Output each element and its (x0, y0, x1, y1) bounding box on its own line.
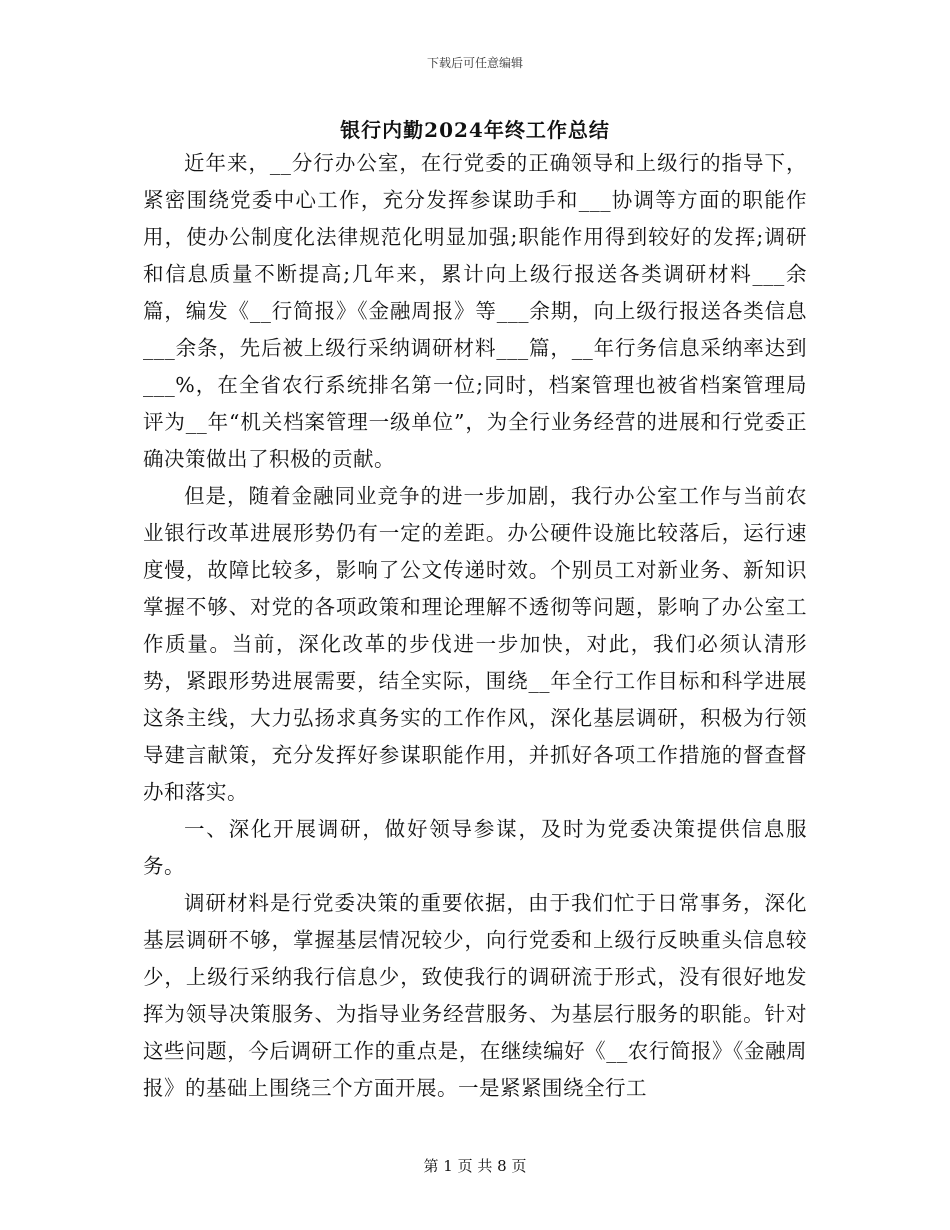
document-body (143, 145, 807, 1107)
paragraph-2: 但是，随着金融同业竞争的进一步加剧，我行办公室工作与当前农业银行改革进展形势仍有一定的差距。办公硬件设施比较落后，运行速度慢，故障比较多，影响了公文传递时效。个别员工对新业务、新知识掌握不够、对党的各项政策和理论理解不透彻等问题，影响了办公室工作质量。当前，深化改革的步伐进一步加快，对此，我们必须认清形势，紧跟形势进展需要，结全实际，围绕__年全行工作目标和科学进展这条主线，大力弘扬求真务实的工作作风，深化基层调研，积极为行领导建言献策，充分发挥好参谋职能作用，并抓好各项工作措施的督查督办和落实。 (143, 484, 807, 804)
section-heading-1: 一、深化开展调研，做好领导参谋，及时为党委决策提供信息服务。 (143, 817, 807, 878)
page-header-note: 下载后可任意编辑 (426, 56, 523, 70)
paragraph-1: 近年来，__分行办公室，在行党委的正确领导和上级行的指导下，紧密围绕党委中心工作，充分发挥参谋助手和___协调等方面的职能作用，使办公制度化法律规范化明显加强;职能作用得到较好的发挥;调研和信息质量不断提高;几年来，累计向上级行报送各类调研材料___余篇，编发《__行简报》《金融周报》等___余期，向上级行报送各类信息___余条，先后被上级行采纳调研材料___篇，__年行务信息采纳率达到___%，在全省农行系统排名第一位;同时，档案管理也被省档案管理局评为__年“机关档案管理一级单位”，为全行业务经营的进展和行党委正确决策做出了积极的贡献。 (143, 151, 807, 471)
page-number-footer: 第 1 页 共 8 页 (423, 1157, 527, 1175)
document-title: 银行内勤2024年终工作总结 (340, 118, 610, 142)
paragraph-3: 调研材料是行党委决策的重要依据，由于我们忙于日常事务，深化基层调研不够，掌握基层情况较少，向行党委和上级行反映重头信息较少，上级行采纳我行信息少，致使我行的调研流于形式，没有很好地发挥为领导决策服务、为指导业务经营服务、为基层行服务的职能。针对这些问题，今后调研工作的重点是，在继续编好《__农行简报》《金融周报》的基础上围绕三个方面开展。一是紧紧围绕全行工 (143, 891, 807, 1100)
